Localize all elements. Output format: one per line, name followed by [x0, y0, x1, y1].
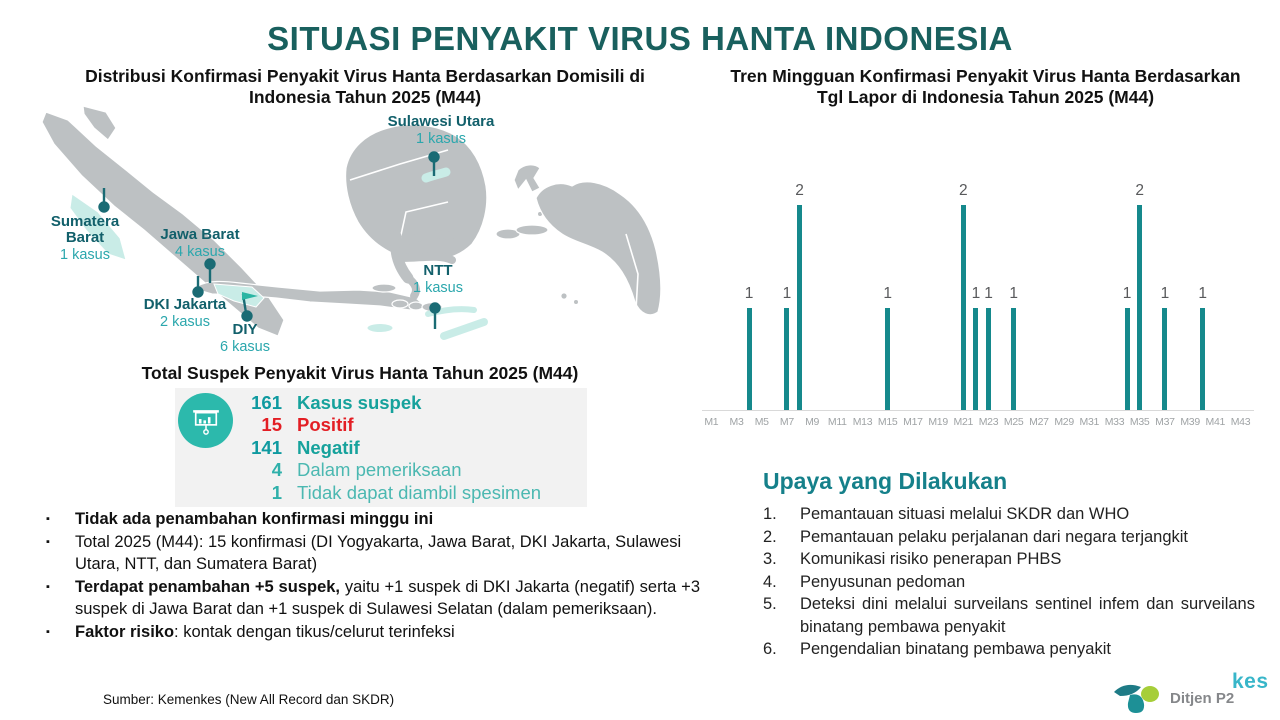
x-tick-M43: M43 — [1230, 416, 1251, 428]
bar-value-week-23: 1 — [984, 284, 993, 302]
weekly-chart — [700, 176, 1258, 438]
chart-section-title: Tren Mingguan Konfirmasi Penyakit Virus Hanta Berdasarkan Tgl Lapor di Indonesia Tahun 2025 (M44) — [730, 66, 1241, 108]
x-tick-M31: M31 — [1079, 416, 1100, 428]
bar-week-40 — [1200, 308, 1205, 411]
bar-week-8 — [797, 205, 802, 410]
x-tick-M15: M15 — [877, 416, 898, 428]
x-axis-line — [702, 410, 1254, 411]
x-tick-M7: M7 — [779, 416, 794, 428]
map-label-sulawesi-utara: Sulawesi Utara 1 kasus — [387, 113, 495, 147]
stat-row-negatif: 141 Negatif — [251, 436, 360, 458]
suspect-stats-box — [175, 388, 587, 507]
suspect-stats-rows — [175, 392, 587, 504]
bar-value-week-4: 1 — [744, 284, 754, 302]
upaya-item-6: 6. Pengendalian binatang pembawa penyakit — [763, 640, 1111, 658]
bar-value-week-37: 1 — [1160, 284, 1170, 302]
bar-week-35 — [1137, 205, 1142, 410]
x-tick-M11: M11 — [827, 416, 847, 428]
kemenkes-wordmark-fragment: kes — [1232, 670, 1269, 693]
x-tick-M17: M17 — [903, 416, 923, 428]
x-tick-M1: M1 — [704, 416, 719, 428]
bar-week-23 — [986, 308, 991, 411]
bullet-new-suspects: ▪ Terdapat penambahan +5 suspek, yaitu +1 suspek di DKI Jakarta (negatif) serta +3 suspek di Jawa Barat dan +1 suspek di Sulawesi Selatan (dalam pemeriksaan). — [46, 578, 700, 618]
halmahera-shape — [514, 165, 540, 192]
upaya-item-4: 4. Penyusunan pedoman — [763, 572, 966, 591]
x-tick-M25: M25 — [1003, 416, 1024, 428]
map-label-ntt: NTT 1 kasus — [413, 262, 463, 296]
x-tick-M9: M9 — [805, 416, 820, 428]
x-tick-M37: M37 — [1155, 416, 1175, 428]
bar-week-15 — [885, 308, 890, 411]
map-section-title: Distribusi Konfirmasi Penyakit Virus Hanta Berdasarkan Domisili di Indonesia Tahun 2025 (M44) — [85, 66, 645, 108]
stat-row-kasus-suspek: 161 Kasus suspek — [251, 392, 422, 413]
source-note: Sumber: Kemenkes (New All Record dan SKDR) — [103, 692, 395, 707]
x-tick-M39: M39 — [1180, 416, 1200, 428]
stat-row-positif: 15 Positif — [261, 414, 354, 436]
stat-row-dalam-pemeriksaan: 4 Dalam pemeriksaan — [271, 459, 462, 481]
timor-highlight — [444, 322, 484, 336]
x-tick-M13: M13 — [852, 416, 873, 428]
bar-week-22 — [973, 308, 978, 411]
upaya-list — [763, 503, 1255, 661]
ditjen-p2-label: Ditjen P2 — [1170, 690, 1235, 707]
bar-week-34 — [1125, 308, 1130, 411]
kemenkes-logo — [1108, 668, 1280, 718]
x-tick-M23: M23 — [978, 416, 999, 428]
bar-value-week-34: 1 — [1122, 284, 1132, 302]
sumba-highlight — [367, 324, 393, 333]
map-label-diy: DIY 6 kasus — [220, 321, 270, 355]
bar-value-week-40: 1 — [1198, 284, 1207, 302]
sulawesi-utara-highlight — [426, 172, 446, 178]
kemenkes-logo-icon — [1112, 678, 1168, 718]
page-title: SITUASI PENYAKIT VIRUS HANTA INDONESIA — [267, 20, 1013, 57]
summary-bullets — [38, 508, 700, 644]
bullet-total-2025: ▪ Total 2025 (M44): 15 konfirmasi (DI Yogyakarta, Jawa Barat, DKI Jakarta, Sulawesi Utara, NTT, dan Sumatera Barat) — [46, 533, 682, 573]
malay-peninsula-shape — [83, 106, 116, 140]
x-tick-M19: M19 — [928, 416, 948, 428]
papua-shape — [536, 182, 661, 315]
upaya-section — [763, 468, 1255, 661]
x-tick-M21: M21 — [953, 416, 974, 428]
upaya-item-1: 1. Pemantauan situasi melalui SKDR dan WHO — [763, 505, 1130, 523]
bar-week-7 — [784, 308, 789, 411]
x-tick-M3: M3 — [729, 416, 744, 428]
bar-value-week-15: 1 — [883, 284, 892, 302]
bullet-no-new-confirmation: ▪ Tidak ada penambahan konfirmasi minggu ini — [46, 510, 434, 528]
bar-value-week-21: 2 — [958, 182, 968, 199]
madura-shape — [372, 284, 396, 292]
bar-value-week-22: 1 — [971, 284, 981, 302]
bar-value-week-8: 2 — [795, 182, 804, 199]
stat-row-tidak-dapat-diambil: 1 Tidak dapat diambil spesimen — [271, 481, 542, 503]
bar-value-week-35: 2 — [1135, 182, 1144, 199]
x-tick-M29: M29 — [1054, 416, 1074, 428]
upaya-item-5: 5. Deteksi dini melalui surveilans sentinel infem dan surveilans binatang pembawa penyakit — [763, 595, 1255, 636]
upaya-heading: Upaya yang Dilakukan — [763, 468, 1008, 494]
map-label-sumatera-barat: Sumatera Barat 1 kasus — [50, 213, 120, 263]
x-tick-M33: M33 — [1104, 416, 1125, 428]
pin-ntt — [431, 304, 440, 330]
x-tick-M27: M27 — [1029, 416, 1049, 428]
map-label-dki-jakarta: DKI Jakarta 2 kasus — [143, 296, 227, 330]
suspect-stats-title: Total Suspek Penyakit Virus Hanta Tahun 2025 (M44) — [141, 363, 579, 383]
upaya-item-2: 2. Pemantauan pelaku perjalanan dari negara terjangkit — [763, 527, 1189, 546]
bullet-risk-factor: ▪ Faktor risiko: kontak dengan tikus/celurut terinfeksi — [46, 623, 455, 641]
x-tick-M41: M41 — [1205, 416, 1226, 428]
bar-week-21 — [961, 205, 966, 410]
map-label-jawa-barat: Jawa Barat 4 kasus — [160, 226, 240, 260]
bar-week-25 — [1011, 308, 1016, 411]
x-tick-M35: M35 — [1129, 416, 1150, 428]
upaya-item-3: 3. Komunikasi risiko penerapan PHBS — [763, 550, 1062, 568]
bar-week-4 — [747, 308, 752, 411]
bar-value-week-25: 1 — [1009, 284, 1018, 302]
x-tick-M5: M5 — [754, 416, 769, 428]
bar-value-week-7: 1 — [782, 284, 792, 302]
bar-week-37 — [1162, 308, 1167, 411]
indonesia-map — [28, 106, 690, 364]
